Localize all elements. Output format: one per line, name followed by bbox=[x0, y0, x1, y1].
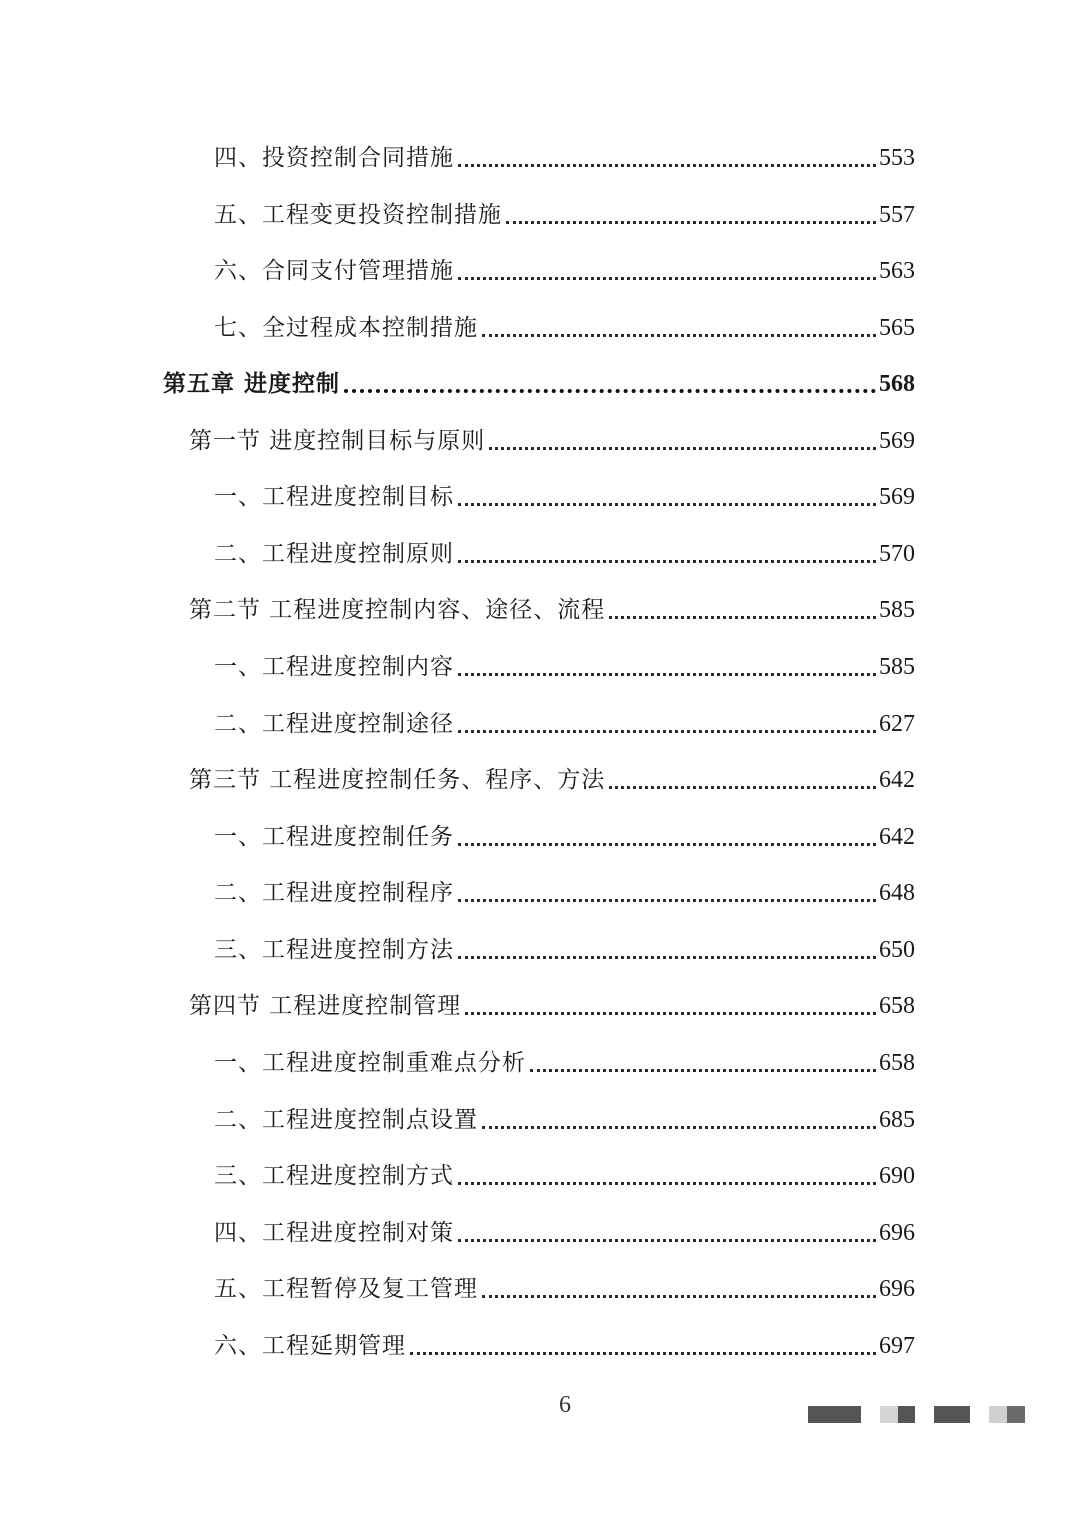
toc-entry-label: 二、工程进度控制原则 bbox=[214, 541, 454, 567]
toc-entry-page: 658 bbox=[879, 1050, 915, 1076]
toc-entry[interactable] bbox=[214, 930, 915, 970]
toc-entry[interactable] bbox=[214, 251, 915, 291]
toc-entry-page: 569 bbox=[879, 428, 915, 454]
toc-entry-label: 五、工程暂停及复工管理 bbox=[214, 1276, 478, 1302]
dot-leader bbox=[609, 786, 876, 789]
toc-section-entry[interactable] bbox=[189, 421, 915, 461]
decor-block bbox=[898, 1406, 915, 1423]
toc-entry-page: 568 bbox=[879, 371, 915, 397]
dot-leader bbox=[458, 1239, 876, 1242]
toc-entry[interactable] bbox=[214, 534, 915, 574]
toc-entry[interactable] bbox=[214, 873, 915, 913]
toc-entry-page: 650 bbox=[879, 937, 915, 963]
toc-entry[interactable] bbox=[214, 1156, 915, 1196]
toc-entry-label: 一、工程进度控制目标 bbox=[214, 484, 454, 510]
toc-entry-label: 二、工程进度控制途径 bbox=[214, 711, 454, 737]
footer-decoration-blocks bbox=[808, 1406, 1026, 1423]
toc-entry-page: 563 bbox=[879, 258, 915, 284]
toc-entry-label: 六、合同支付管理措施 bbox=[214, 258, 454, 284]
toc-entry-page: 696 bbox=[879, 1220, 915, 1246]
toc-entry-label: 一、工程进度控制内容 bbox=[214, 654, 454, 680]
toc-entry[interactable] bbox=[214, 477, 915, 517]
dot-leader bbox=[458, 843, 876, 846]
dot-leader bbox=[482, 334, 876, 337]
dot-leader bbox=[458, 673, 876, 676]
toc-entry-label: 第一节 进度控制目标与原则 bbox=[189, 428, 486, 454]
toc-entry-label: 三、工程进度控制方法 bbox=[214, 937, 454, 963]
toc-entry-page: 627 bbox=[879, 711, 915, 737]
toc-entry-label: 二、工程进度控制点设置 bbox=[214, 1107, 478, 1133]
toc-entry-page: 585 bbox=[879, 654, 915, 680]
toc-entry-label: 第三节 工程进度控制任务、程序、方法 bbox=[189, 767, 606, 793]
toc-entry-page: 685 bbox=[879, 1107, 915, 1133]
decor-block bbox=[989, 1406, 1007, 1423]
toc-entry-label: 一、工程进度控制重难点分析 bbox=[214, 1050, 526, 1076]
dot-leader bbox=[458, 1182, 876, 1185]
toc-entry-label: 四、工程进度控制对策 bbox=[214, 1220, 454, 1246]
toc-entry-label: 一、工程进度控制任务 bbox=[214, 824, 454, 850]
toc-entry-page: 642 bbox=[879, 824, 915, 850]
toc-entry-page: 585 bbox=[879, 597, 915, 623]
toc-entry[interactable] bbox=[214, 308, 915, 348]
toc-entry[interactable] bbox=[214, 1326, 915, 1366]
dot-leader bbox=[609, 616, 876, 619]
toc-entry-page: 553 bbox=[879, 145, 915, 171]
toc-entry-page: 690 bbox=[879, 1163, 915, 1189]
dot-leader bbox=[482, 1295, 876, 1298]
dot-leader bbox=[530, 1069, 876, 1072]
decor-block bbox=[934, 1406, 970, 1423]
toc-entry-label: 第二节 工程进度控制内容、途径、流程 bbox=[189, 597, 606, 623]
toc-entry-label: 第四节 工程进度控制管理 bbox=[189, 993, 462, 1019]
dot-leader bbox=[458, 277, 876, 280]
toc-entry-label: 七、全过程成本控制措施 bbox=[214, 315, 478, 341]
toc-entry-page: 569 bbox=[879, 484, 915, 510]
toc-entry-label: 三、工程进度控制方式 bbox=[214, 1163, 454, 1189]
dot-leader bbox=[458, 503, 876, 506]
toc-entry-page: 658 bbox=[879, 993, 915, 1019]
toc-entry-page: 697 bbox=[879, 1333, 915, 1359]
toc-entry[interactable] bbox=[214, 195, 915, 235]
toc-entry[interactable] bbox=[214, 704, 915, 744]
toc-entry-label: 五、工程变更投资控制措施 bbox=[214, 202, 502, 228]
toc-entry-page: 565 bbox=[879, 315, 915, 341]
toc-section-entry[interactable] bbox=[189, 760, 915, 800]
decor-block bbox=[808, 1406, 861, 1423]
dot-leader bbox=[458, 560, 876, 563]
dot-leader bbox=[410, 1352, 876, 1355]
toc-entry-label: 第五章 进度控制 bbox=[163, 370, 341, 397]
toc-entry-page: 642 bbox=[879, 767, 915, 793]
dot-leader bbox=[489, 447, 876, 450]
decor-block bbox=[1007, 1406, 1025, 1423]
toc-entry[interactable] bbox=[214, 138, 915, 178]
page-number: 6 bbox=[559, 1392, 571, 1418]
toc-entry[interactable] bbox=[214, 1100, 915, 1140]
toc-entry[interactable] bbox=[214, 1043, 915, 1083]
dot-leader bbox=[482, 1126, 876, 1129]
dot-leader bbox=[458, 730, 876, 733]
dot-leader bbox=[458, 899, 876, 902]
toc-entry-label: 六、工程延期管理 bbox=[214, 1333, 406, 1359]
toc-entry[interactable] bbox=[214, 817, 915, 857]
toc-entry-label: 二、工程进度控制程序 bbox=[214, 880, 454, 906]
toc-section-entry[interactable] bbox=[189, 986, 915, 1026]
toc-section-entry[interactable] bbox=[189, 590, 915, 630]
dot-leader bbox=[458, 956, 876, 959]
dot-leader bbox=[465, 1012, 876, 1015]
toc-entry-page: 570 bbox=[879, 541, 915, 567]
toc-entry-page: 696 bbox=[879, 1276, 915, 1302]
toc-chapter-entry[interactable] bbox=[163, 364, 915, 404]
toc-entry-page: 648 bbox=[879, 880, 915, 906]
dot-leader bbox=[458, 164, 876, 167]
toc-entry[interactable] bbox=[214, 1213, 915, 1253]
dot-leader bbox=[506, 221, 876, 224]
decor-block bbox=[880, 1406, 898, 1423]
dot-leader bbox=[344, 389, 876, 393]
toc-entry-page: 557 bbox=[879, 202, 915, 228]
toc-entry[interactable] bbox=[214, 1269, 915, 1309]
toc-entry[interactable] bbox=[214, 647, 915, 687]
toc-entry-label: 四、投资控制合同措施 bbox=[214, 145, 454, 171]
